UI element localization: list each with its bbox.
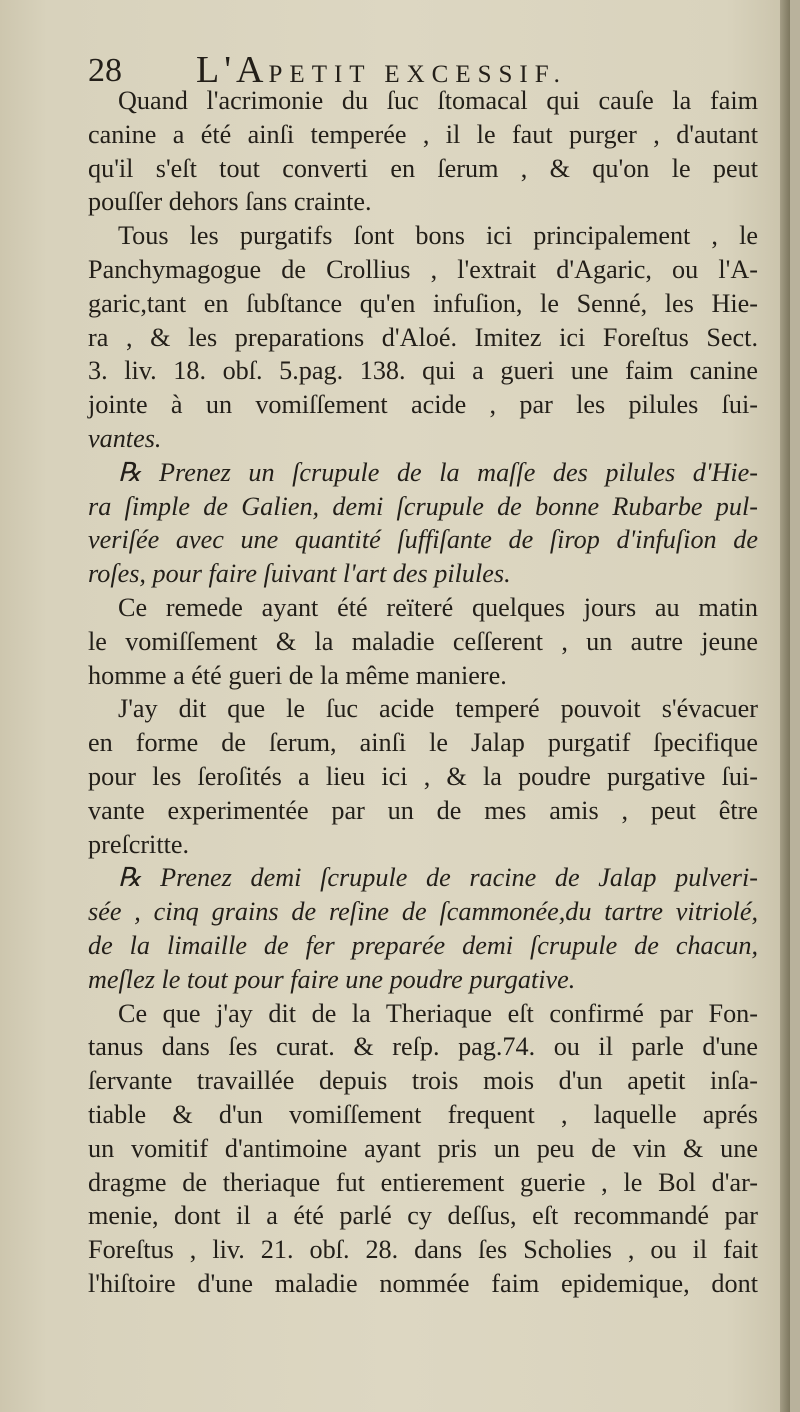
text-line: Quand l'acrimonie du ſuc ſtomacal qui cauſe la faim xyxy=(118,86,758,115)
text-line: 3. liv. 18. obſ. 5.pag. 138. qui a gueri une faim canine xyxy=(88,356,758,386)
recipe-line: ra ſimple de Galien, demi ſcrupule de bonne Rubarbe pul- xyxy=(88,491,758,521)
text-line: ſervante travaillée depuis trois mois d'un apetit inſa- xyxy=(88,1066,758,1096)
text-line: J'ay dit que le ſuc acide temperé pouvoit s'évacuer xyxy=(118,694,758,724)
text-line: vante experimentée par un de mes amis , peut être xyxy=(88,795,758,825)
recipe-line: sée , cinq grains de reſine de ſcammonée,du tartre vitriolé, xyxy=(88,897,758,927)
text-line: le vomiſſement & la maladie ceſſerent , un autre jeune xyxy=(88,626,758,656)
text-line: en forme de ſerum, ainſi le Jalap purgatif ſpecifique xyxy=(88,728,758,758)
recipe-line: roſes, pour faire ſuivant l'art des pilules. xyxy=(88,559,511,589)
running-title-initial: L'A xyxy=(196,49,269,91)
text-line: Foreſtus , liv. 21. obſ. 28. dans ſes Scholies , ou il fait xyxy=(88,1235,758,1265)
text-line: qu'il s'eſt tout converti en ſerum , & qu'on le peut xyxy=(88,153,758,183)
text-line: Tous les purgatifs ſont bons ici principalement , le xyxy=(118,221,758,251)
text-line: homme a été gueri de la même maniere. xyxy=(88,660,507,690)
text-line: Panchymagogue de Crollius , l'extrait d'Agaric, ou l'A- xyxy=(88,254,758,284)
text-line: dragme de theriaque fut entierement guerie , le Bol d'ar- xyxy=(88,1167,758,1197)
text-body xyxy=(88,84,758,1301)
text-line: pour les ſeroſités a lieu ici , & la poudre purgative ſui- xyxy=(88,761,758,791)
text-line: Ce que j'ay dit de la Theriaque eſt confirmé par Fon- xyxy=(118,998,758,1028)
running-title-rest: PETIT EXCESSIF. xyxy=(268,61,567,88)
page-edge xyxy=(780,0,790,1412)
recipe-line: de la limaille de fer preparée demi ſcrupule de chacun, xyxy=(88,930,758,960)
text-line: l'hiſtoire d'une maladie nommée faim epidemique, dont xyxy=(88,1268,758,1298)
recipe-line: meſlez le tout pour faire une poudre purgative. xyxy=(88,964,576,994)
text-line: tanus dans ſes curat. & reſp. pag.74. ou il parle d'une xyxy=(88,1032,758,1062)
text-line: canine a été ainſi temperée , il le faut purger , d'autant xyxy=(88,119,758,149)
text-line: tiable & d'un vomiſſement frequent , laquelle aprés xyxy=(88,1099,758,1129)
text-line: ra , & les preparations d'Aloé. Imitez ici Foreſtus Sect. xyxy=(88,322,758,352)
text-line: Ce remede ayant été reïteré quelques jours au matin xyxy=(118,592,758,622)
text-line: preſcritte. xyxy=(88,829,190,859)
recipe-line: ℞ Prenez demi ſcrupule de racine de Jalap pulveri- xyxy=(118,863,758,893)
recipe-line: veriſée avec une quantité ſuffiſante de ſirop d'infuſion de xyxy=(88,525,758,555)
recipe-line: ℞ Prenez un ſcrupule de la maſſe des pilules d'Hie- xyxy=(118,457,758,487)
text-line: menie, dont il a été parlé cy deſſus, eſt recommandé par xyxy=(88,1201,758,1231)
text-line: garic,tant en ſubſtance qu'en infuſion, le Senné, les Hie- xyxy=(88,288,758,318)
text-line: un vomitif d'antimoine ayant pris un peu de vin & une xyxy=(88,1133,758,1163)
text-line: pouſſer dehors ſans crainte. xyxy=(88,187,372,217)
text-line: jointe à un vomiſſement acide , par les pilules ſui- xyxy=(88,390,758,420)
text-line: vantes. xyxy=(88,423,162,453)
page-number: 28 xyxy=(88,52,122,89)
